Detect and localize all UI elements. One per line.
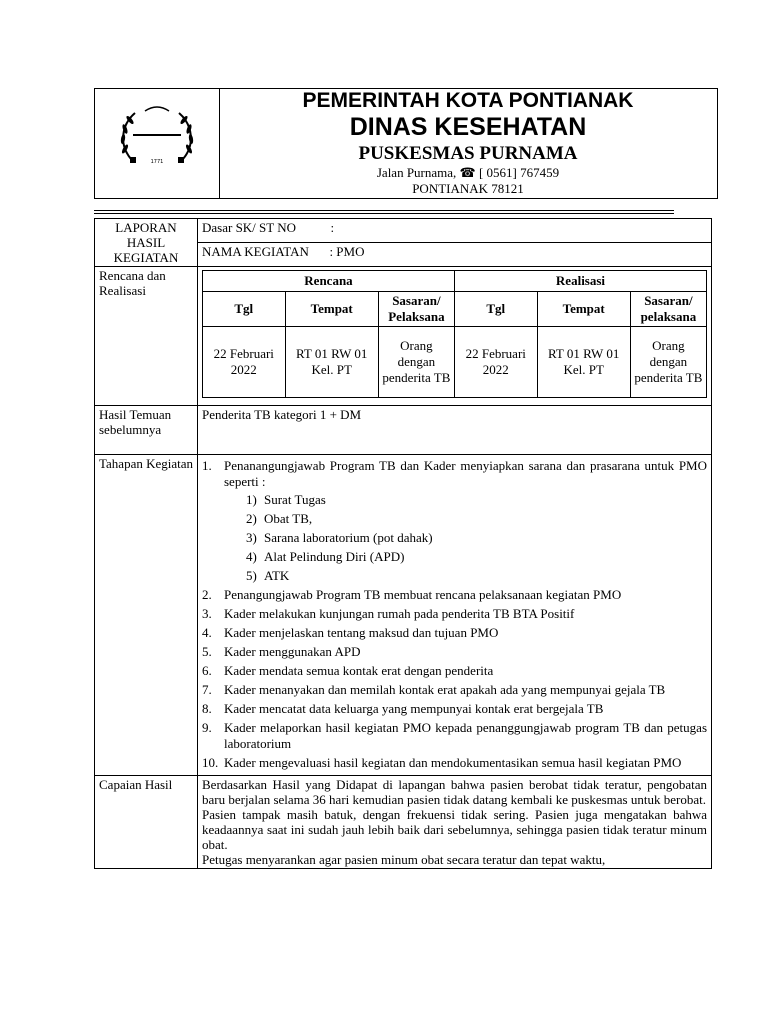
prev-findings-value: Penderita TB kategori 1 + DM (198, 406, 712, 455)
realisasi-place: RT 01 RW 01 Kel. PT (537, 327, 630, 398)
substep-item: 2) Obat TB, (246, 511, 313, 526)
basis-sep: : (330, 220, 335, 235)
steps-list (202, 458, 707, 771)
header-divider-1 (94, 210, 674, 211)
letterhead (94, 88, 718, 199)
plan-table (202, 270, 707, 398)
col-sasaran-realisasi: Sasaran/ pelaksana (630, 292, 706, 327)
result-paragraph-2: Pasien tampak masih batuk, dengan frekuensi tidak sering. Pasien juga mengatakan bahwa keadaannya saat ini sudah jauh lebih baik dari sebelumnya, sehingga pasien tidak teratur minum obat. (202, 807, 707, 852)
activity-value: : PMO (329, 244, 365, 259)
step-item: 4. Kader menjelaskan tentang maksud dan tujuan PMO (202, 625, 499, 640)
substep-item: 1) Surat Tugas (246, 492, 326, 507)
col-tempat-realisasi: Tempat (537, 292, 630, 327)
report-title: LAPORAN HASIL KEGIATAN (95, 219, 198, 267)
realisasi-title: Realisasi (454, 271, 706, 292)
step-item: 6. Kader mendata semua kontak erat dengan penderita (202, 663, 494, 678)
header-text (219, 89, 717, 198)
step-item: 3. Kader melakukan kunjungan rumah pada penderita TB BTA Positif (202, 606, 575, 621)
plan-label: Rencana dan Realisasi (95, 267, 198, 406)
substep-item: 5) ATK (246, 568, 290, 583)
step-item: 10. Kader mengevaluasi hasil kegiatan dan mendokumentasikan semua hasil kegiatan PMO (202, 755, 682, 770)
activity-label: NAMA KEGIATAN (202, 244, 309, 259)
result-cell (198, 776, 712, 869)
org-line-3: PUSKESMAS PURNAMA (358, 143, 578, 164)
steps-label: Tahapan Kegiatan (95, 455, 198, 776)
basis-row (198, 219, 712, 243)
basis-label: Dasar SK/ ST NO (202, 220, 297, 235)
logo-year: 1771 (150, 159, 164, 165)
address: Jalan Purnama, ☎ [ 0561] 767459 (376, 165, 560, 180)
header-divider-2 (94, 213, 674, 214)
report-table (94, 218, 712, 869)
org-line-2: DINAS KESEHATAN (349, 113, 587, 141)
col-sasaran-rencana: Sasaran/ Pelaksana (378, 292, 454, 327)
col-tgl-realisasi: Tgl (454, 292, 537, 327)
result-paragraph-1: Berdasarkan Hasil yang Didapat di lapangan bahwa pasien berobat tidak teratur, pengobatan baru berjalan selama 36 hari kemudian pasien tidak datang kembali ke puskesmas untuk berobat. (202, 777, 707, 807)
rencana-date: 22 Februari 2022 (203, 327, 286, 398)
result-label: Capaian Hasil (95, 776, 198, 869)
realisasi-target: Orang dengan penderita TB (630, 327, 706, 398)
logo-box (95, 89, 220, 198)
col-tgl-rencana: Tgl (203, 292, 286, 327)
rencana-place: RT 01 RW 01 Kel. PT (285, 327, 378, 398)
realisasi-date: 22 Februari 2022 (454, 327, 537, 398)
step-item: 8. Kader mencatat data keluarga yang mempunyai kontak erat bergejala TB (202, 701, 604, 716)
step-item: 9. Kader melaporkan hasil kegiatan PMO kepada penanggungjawab program TB dan petugas laboratorium (202, 720, 707, 751)
step-item: 5. Kader menggunakan APD (202, 644, 361, 659)
step-item: 2. Penangungjawab Program TB membuat rencana pelaksanaan kegiatan PMO (202, 587, 622, 602)
rencana-title: Rencana (203, 271, 455, 292)
org-line-1: PEMERINTAH KOTA PONTIANAK (302, 89, 634, 112)
step-item: 7. Kader menanyakan dan memilah kontak erat apakah ada yang mempunyai gejala TB (202, 682, 666, 697)
step-item: 1. Penanangungjawab Program TB dan Kader menyiapkan sarana dan prasarana untuk PMO seperti : 1) Surat Tugas 2) Obat TB, 3) Sarana laboratorium (pot dahak) 4) Alat Pelindung Diri (APD) 5) ATK (202, 458, 707, 583)
city-postcode: PONTIANAK 78121 (412, 181, 524, 196)
plan-cell (198, 267, 712, 406)
prev-findings-label: Hasil Temuan sebelumnya (95, 406, 198, 455)
result-paragraph-3: Petugas menyarankan agar pasien minum obat secara teratur dan tepat waktu, (202, 852, 606, 867)
substep-item: 4) Alat Pelindung Diri (APD) (246, 549, 405, 564)
activity-row (198, 243, 712, 267)
substeps-list (224, 492, 707, 584)
col-tempat-rencana: Tempat (285, 292, 378, 327)
substep-item: 3) Sarana laboratorium (pot dahak) (246, 530, 433, 545)
city-emblem-logo (117, 101, 197, 181)
steps-cell (198, 455, 712, 776)
rencana-target: Orang dengan penderita TB (378, 327, 454, 398)
